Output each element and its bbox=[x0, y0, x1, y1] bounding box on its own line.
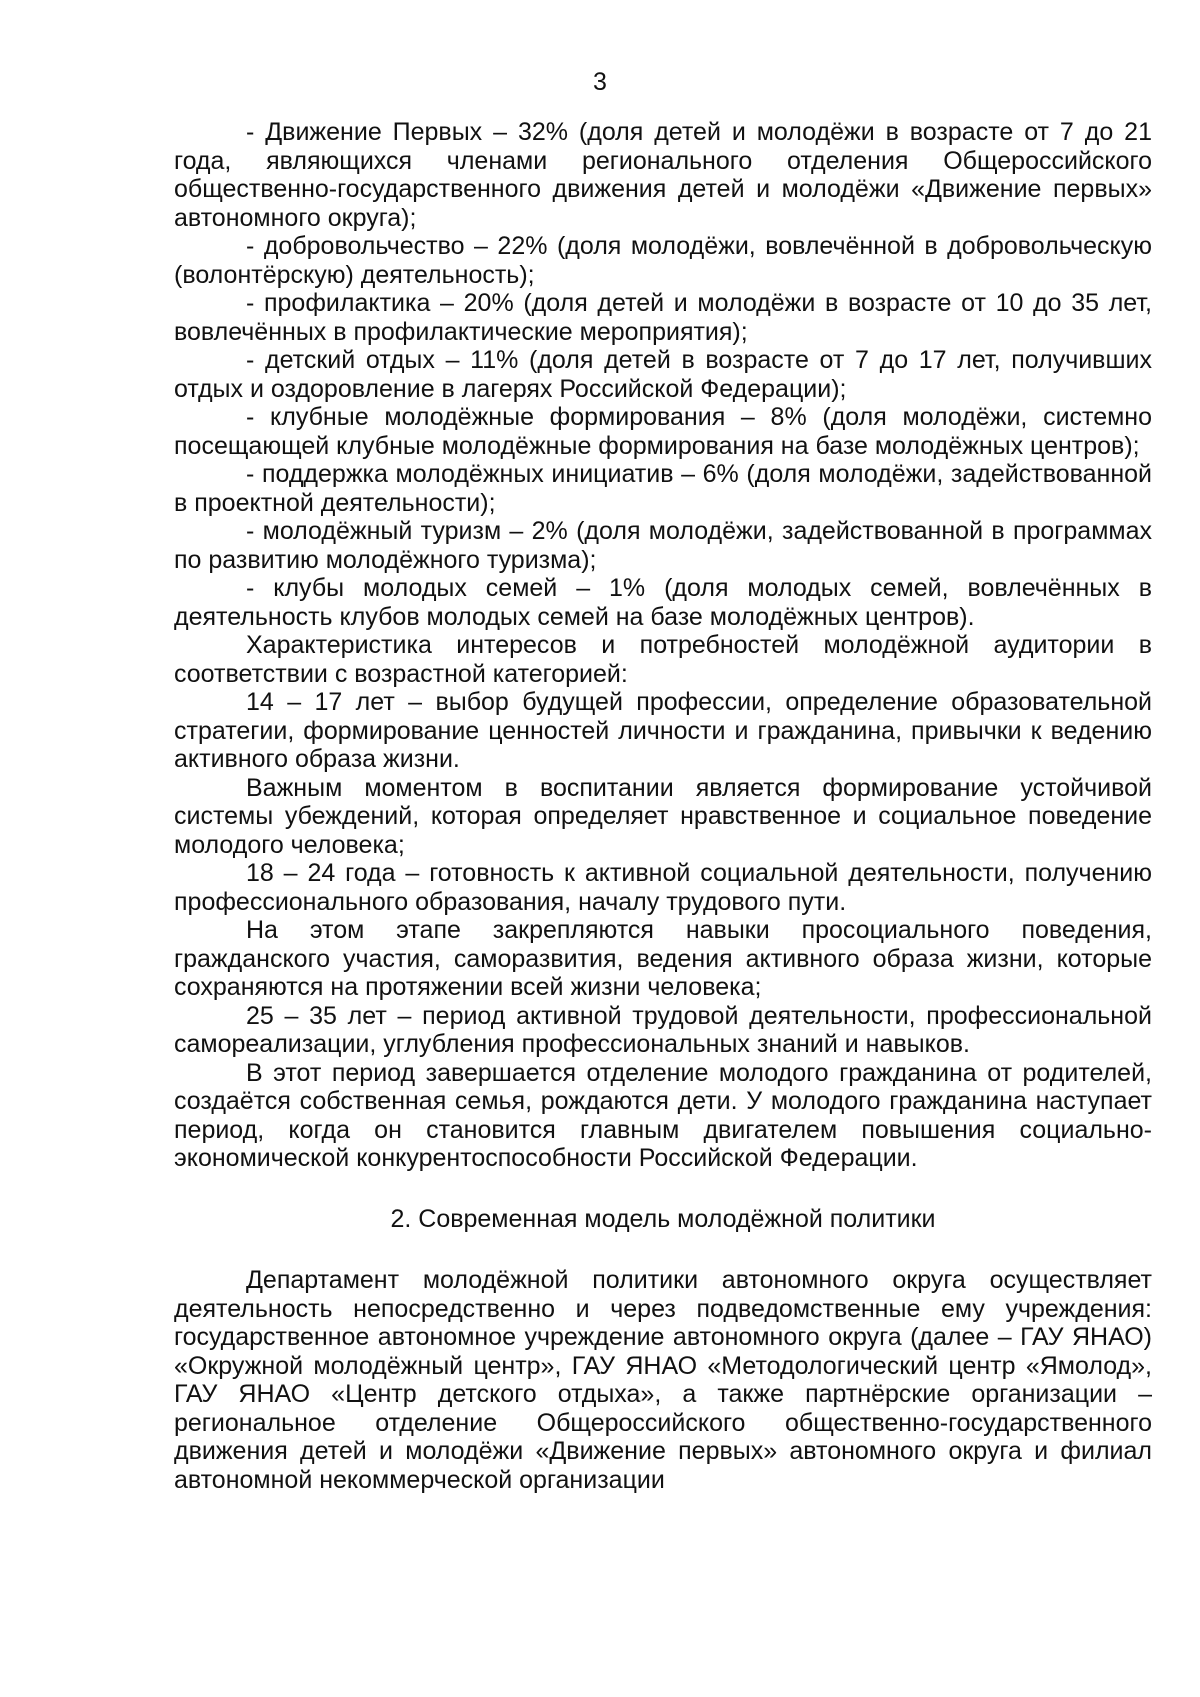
paragraph-skills: На этом этапе закрепляются навыки просоциального поведения, гражданского участия, саморазвития, ведения активного образа жизни, которые сохраняются на протяжении всей жизни человека; bbox=[174, 916, 1152, 1001]
paragraph-values: Важным моментом в воспитании является формирование устойчивой системы убеждений, которая определяет нравственное и социальное поведение молодого человека; bbox=[174, 773, 1152, 859]
list-item-movement-first: - Движение Первых – 32% (доля детей и молодёжи в возрасте от 7 до 21 года, являющихся членами регионального отделения Общероссийского общественно-государственного движения детей и молодёжи «Движение первых» автономного округа); bbox=[174, 118, 1152, 232]
paragraph-age-18-24: 18 – 24 года – готовность к активной социальной деятельности, получению профессионального образования, началу трудового пути. bbox=[174, 859, 1152, 916]
document-body bbox=[174, 118, 1152, 1494]
list-item-initiatives: - поддержка молодёжных инициатив – 6% (доля молодёжи, задействованной в проектной деятельности); bbox=[174, 460, 1152, 517]
list-item-children-rest: - детский отдых – 11% (доля детей в возрасте от 7 до 17 лет, получивших отдых и оздоровление в лагерях Российской Федерации); bbox=[174, 346, 1152, 403]
paragraph-age-25-35: 25 – 35 лет – период активной трудовой деятельности, профессиональной самореализации, углубления профессиональных знаний и навыков. bbox=[174, 1001, 1152, 1058]
list-item-volunteering: - добровольчество – 22% (доля молодёжи, вовлечённой в добровольческую (волонтёрскую) деятельность); bbox=[174, 232, 1152, 289]
paragraph-characteristics: Характеристика интересов и потребностей молодёжной аудитории в соответствии с возрастной категорией: bbox=[174, 631, 1152, 688]
list-item-youth-tourism: - молодёжный туризм – 2% (доля молодёжи, задействованной в программах по развитию молодёжного туризма); bbox=[174, 517, 1152, 574]
list-item-youth-clubs: - клубные молодёжные формирования – 8% (доля молодёжи, системно посещающей клубные молодёжные формирования на базе молодёжных центров); bbox=[174, 403, 1152, 460]
paragraph-department: Департамент молодёжной политики автономного округа осуществляет деятельность непосредственно и через подведомственные ему учреждения: государственное автономное учреждение автономного округа (далее – ГАУ ЯНАО) «Окружной молодёжный центр», ГАУ ЯНАО «Методологический центр «Ямолод», ГАУ ЯНАО «Центр детского отдыха», а также партнёрские организации – региональное отделение Общероссийского общественно-государственного движения детей и молодёжи «Движение первых» автономного округа и филиал автономной некоммерческой организации bbox=[174, 1266, 1152, 1494]
paragraph-family: В этот период завершается отделение молодого гражданина от родителей, создаётся собственная семья, рождаются дети. У молодого гражданина наступает период, когда он становится главным двигателем повышения социально-экономической конкурентоспособности Российской Федерации. bbox=[174, 1058, 1152, 1172]
paragraph-age-14-17: 14 – 17 лет – выбор будущей профессии, определение образовательной стратегии, формирование ценностей личности и гражданина, привычки к ведению активного образа жизни. bbox=[174, 688, 1152, 773]
section-heading: 2. Современная модель молодёжной политики bbox=[390, 1204, 936, 1233]
list-item-prevention: - профилактика – 20% (доля детей и молодёжи в возрасте от 10 до 35 лет, вовлечённых в профилактические мероприятия); bbox=[174, 289, 1152, 346]
list-item-young-families: - клубы молодых семей – 1% (доля молодых семей, вовлечённых в деятельность клубов молодых семей на базе молодёжных центров). bbox=[174, 574, 1152, 631]
page-number: 3 bbox=[593, 68, 607, 96]
